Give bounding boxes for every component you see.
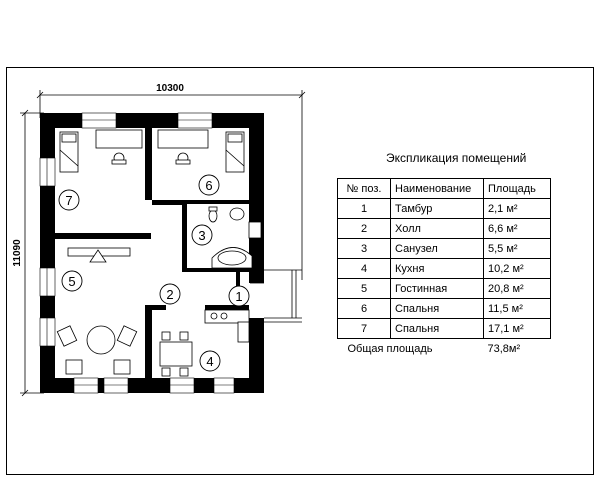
svg-text:6: 6 — [205, 178, 213, 193]
room-marker-1 — [229, 286, 249, 306]
row-name: Гостинная — [391, 279, 484, 299]
height-label: 11090 — [12, 239, 23, 267]
room-marker-6 — [199, 175, 219, 195]
table-title: Экспликация помещений — [386, 151, 527, 165]
row-area: 11,5 м² — [484, 299, 551, 319]
header-pos: № поз. — [338, 179, 391, 199]
svg-text:4: 4 — [206, 354, 214, 369]
total-row — [338, 339, 551, 359]
table-header-row — [338, 179, 551, 199]
table-row — [338, 319, 551, 339]
room-marker-3 — [192, 225, 212, 245]
table-row — [338, 239, 551, 259]
table-row — [338, 279, 551, 299]
row-pos: 4 — [338, 259, 391, 279]
row-area: 6,6 м² — [484, 219, 551, 239]
desk-right — [158, 130, 208, 164]
table-row — [338, 259, 551, 279]
row-name: Тамбур — [391, 199, 484, 219]
row-name: Спальня — [391, 299, 484, 319]
table-row — [338, 299, 551, 319]
row-name: Санузел — [391, 239, 484, 259]
svg-text:7: 7 — [65, 193, 73, 208]
table-row — [338, 219, 551, 239]
header-name: Наименование — [391, 179, 484, 199]
row-area: 10,2 м² — [484, 259, 551, 279]
table-row — [338, 199, 551, 219]
total-value: 73,8м² — [487, 342, 521, 355]
row-area: 2,1 м² — [484, 199, 551, 219]
room-marker-2 — [160, 284, 180, 304]
room-marker-5 — [62, 271, 82, 291]
row-pos: 6 — [338, 299, 391, 319]
row-pos: 3 — [338, 239, 391, 259]
room-marker-7 — [59, 190, 79, 210]
row-name: Кухня — [391, 259, 484, 279]
total-label: Общая площадь — [347, 342, 433, 355]
bed-right — [226, 132, 244, 172]
header-area: Площадь — [484, 179, 551, 199]
row-name: Холл — [391, 219, 484, 239]
width-label: 10300 — [156, 83, 184, 94]
desk-left — [96, 130, 142, 164]
row-pos: 7 — [338, 319, 391, 339]
living-room-furniture — [57, 248, 136, 374]
row-area: 5,5 м² — [484, 239, 551, 259]
row-name: Спальня — [391, 319, 484, 339]
svg-text:1: 1 — [235, 289, 243, 304]
room-marker-4 — [200, 351, 220, 371]
row-area: 17,1 м² — [484, 319, 551, 339]
svg-text:3: 3 — [198, 228, 206, 243]
svg-text:2: 2 — [166, 287, 174, 302]
row-pos: 5 — [338, 279, 391, 299]
svg-text:5: 5 — [68, 274, 76, 289]
row-pos: 1 — [338, 199, 391, 219]
row-pos: 2 — [338, 219, 391, 239]
explication-table — [337, 178, 551, 358]
row-area: 20,8 м² — [484, 279, 551, 299]
bed-left — [60, 132, 78, 172]
